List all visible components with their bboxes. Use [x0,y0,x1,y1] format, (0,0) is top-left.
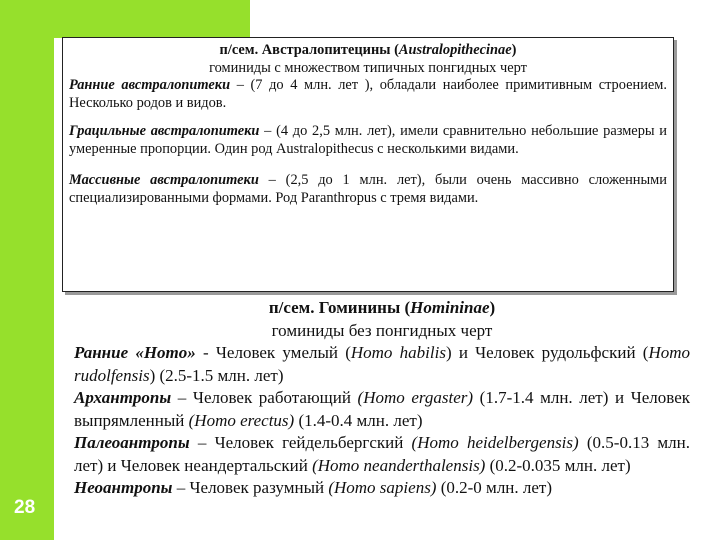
left-accent-bar [0,0,54,540]
massive-australopithecines-paragraph: Массивные австралопитеки – (2,5 до 1 млн. лет), были очень массивно сложенными специализированными формами. Род Paranthropus с тремя видами. [69,172,667,206]
australopithecinae-subtitle: гоминиды с множеством типичных понгидных черт [209,59,527,76]
gracile-australopithecines-paragraph: Грацильные австралопитеки – (4 до 2,5 млн. лет), имели сравнительно небольшие размеры и умеренные пропорции. Один род Australopithecus с несколькими видами. [69,123,667,157]
archanthropes-paragraph: Архантропы – Человек работающий (Homo ergaster) (1.7-1.4 млн. лет) и Человек выпрямленный (Homo erectus) (1.4-0.4 млн. лет) [74,388,691,430]
homininae-subtitle: гоминиды без понгидных черт [271,320,493,340]
slide-number: 28 [14,497,36,518]
homininae-title: п/сем. Гоминины (Homininae) [268,298,496,317]
australopithecinae-title: п/сем. Австралопитецины (Australopithecinae) [219,42,517,58]
paleoanthropes-paragraph: Палеоантропы – Человек гейдельбергский (Homo heidelbergensis) (0.5-0.13 млн. лет) и Человек неандертальский (Homo neanderthalensis) (0.2-0.035 млн. лет) [74,433,690,475]
early-australopithecines-paragraph: Ранние австралопитеки – (7 до 4 млн. лет ), обладали наиболее примитивным строением. Несколько родов и видов. [69,77,667,111]
neoanthropes-paragraph: Неоантропы – Человек разумный (Homo sapiens) (0.2-0 млн. лет) [74,478,553,497]
homininae-section [74,297,690,500]
early-homo-paragraph: Ранние «Homo» - Человек умелый (Homo habilis) и Человек рудольфский (Homo rudolfensis) (2.5-1.5 млн. лет) [74,343,690,385]
australopithecinae-box [62,37,674,292]
top-accent-bar [0,0,250,38]
